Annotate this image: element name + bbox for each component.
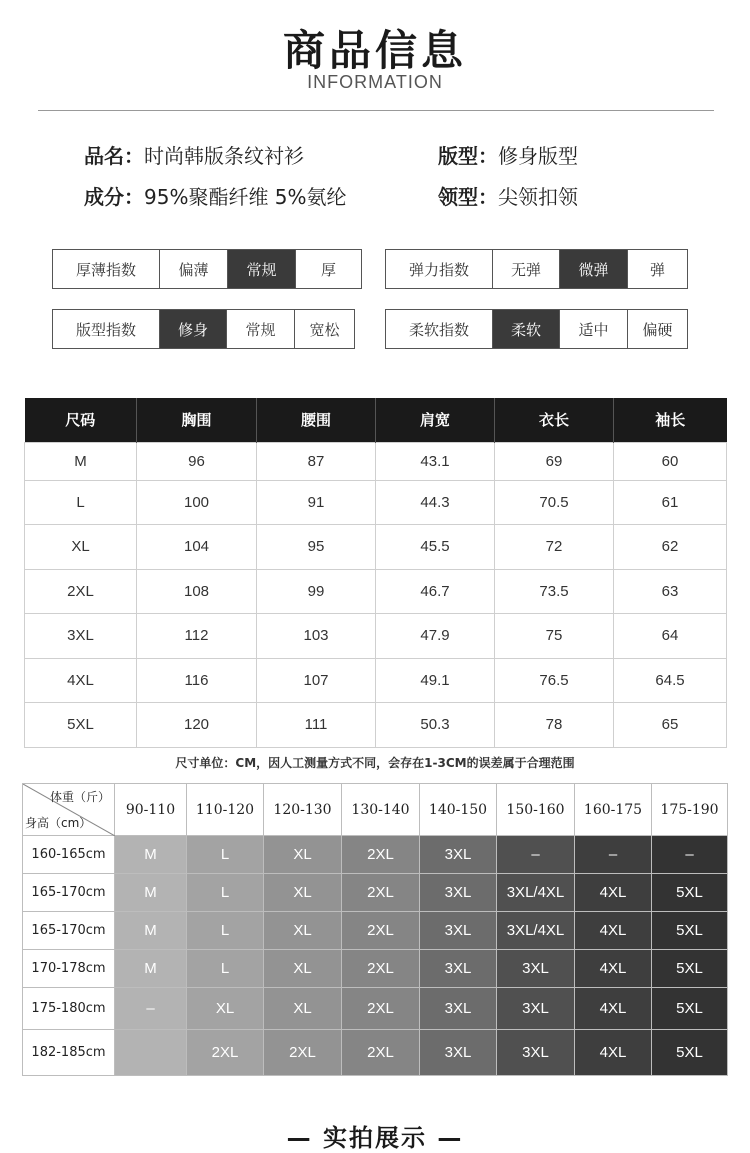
size-cell: 61: [614, 480, 727, 524]
weight-header: 130-140: [342, 784, 420, 836]
height-row-label: 165-170cm: [23, 912, 115, 950]
table-row: [23, 1030, 728, 1076]
recommended-size: 5XL: [652, 1030, 728, 1076]
indicator-label: 版型指数: [75, 320, 136, 339]
table-row: [25, 524, 727, 569]
recommended-size: XL: [264, 912, 342, 950]
size-cell: 64: [614, 613, 727, 658]
recommended-size: L: [187, 950, 264, 988]
product-collar-key: 领型：: [438, 185, 498, 209]
recommended-size: XL: [264, 874, 342, 912]
size-cell: 76.5: [495, 658, 614, 702]
indicator-option: 适中: [559, 310, 627, 348]
size-chart-header: 腰围: [257, 398, 376, 442]
recommended-size: 4XL: [575, 1030, 652, 1076]
product-composition-key: 成分：: [84, 185, 144, 209]
height-row-label: 182-185cm: [23, 1030, 115, 1076]
size-cell: 72: [495, 524, 614, 569]
size-cell: 112: [137, 613, 257, 658]
size-recommendation-table: [22, 783, 728, 1076]
recommended-size: L: [187, 836, 264, 874]
indicator-option-selected: 修身: [159, 310, 226, 348]
size-cell: 116: [137, 658, 257, 702]
table-row: [23, 950, 728, 988]
product-collar-value: 尖领扣领: [498, 185, 578, 209]
size-cell: 111: [257, 702, 376, 747]
section-title-photos: — 实拍展示 —: [286, 1124, 464, 1152]
recommended-size: 3XL: [420, 874, 497, 912]
size-cell: 46.7: [376, 569, 495, 613]
recommended-size: 3XL: [420, 836, 497, 874]
weight-header: 110-120: [187, 784, 264, 836]
recommended-size: –: [115, 988, 187, 1030]
size-cell: 50.3: [376, 702, 495, 747]
table-row: [25, 658, 727, 702]
recommended-size: 4XL: [575, 912, 652, 950]
recommended-size: 2XL: [342, 1030, 420, 1076]
weight-header: 175-190: [652, 784, 728, 836]
size-cell: 103: [257, 613, 376, 658]
table-row: [23, 836, 728, 874]
indicator-option: 常规: [226, 310, 294, 348]
recommended-size: 3XL: [497, 1030, 575, 1076]
table-row: [23, 988, 728, 1030]
recommended-size: 2XL: [342, 874, 420, 912]
recommended-size: 3XL: [420, 912, 497, 950]
weight-header: 160-175: [575, 784, 652, 836]
indicator-option-selected: 微弹: [559, 250, 627, 288]
indicator-option: 厚: [295, 250, 361, 288]
size-cell: 87: [257, 442, 376, 480]
height-axis-label: 身高（cm）: [25, 816, 92, 830]
weight-header: 90-110: [115, 784, 187, 836]
recommended-size: –: [652, 836, 728, 874]
size-chart-header: 尺码: [25, 398, 137, 442]
recommended-size: XL: [264, 836, 342, 874]
product-collar: [438, 181, 578, 210]
table-row: [25, 613, 727, 658]
size-cell: 100: [137, 480, 257, 524]
indicator-option: 无弹: [492, 250, 559, 288]
recommended-size: 3XL: [420, 1030, 497, 1076]
size-cell: 64.5: [614, 658, 727, 702]
size-cell: 91: [257, 480, 376, 524]
table-row: [23, 874, 728, 912]
recommended-size: 2XL: [187, 1030, 264, 1076]
size-cell: M: [25, 442, 137, 480]
size-cell: 107: [257, 658, 376, 702]
indicator-option: 宽松: [294, 310, 354, 348]
recommended-size: 3XL: [420, 950, 497, 988]
recommended-size: 5XL: [652, 988, 728, 1030]
measurement-note: 尺寸单位：CM，因人工测量方式不同，会存在1-3CM的误差属于合理范围: [175, 756, 575, 770]
size-cell: 47.9: [376, 613, 495, 658]
size-cell: 2XL: [25, 569, 137, 613]
indicator-thickness: [52, 249, 362, 289]
recommended-size: M: [115, 912, 187, 950]
product-fit: [438, 140, 578, 169]
product-composition-value: 95%聚酯纤维 5%氨纶: [144, 185, 347, 209]
size-cell: 3XL: [25, 613, 137, 658]
size-cell: 44.3: [376, 480, 495, 524]
recommended-size: 5XL: [652, 874, 728, 912]
product-fit-value: 修身版型: [498, 144, 578, 168]
product-name-value: 时尚韩版条纹衬衫: [144, 144, 304, 168]
recommended-size: –: [575, 836, 652, 874]
size-cell: 5XL: [25, 702, 137, 747]
recommended-size: XL: [187, 988, 264, 1030]
recommended-size: 2XL: [264, 1030, 342, 1076]
recommended-size: 2XL: [342, 988, 420, 1030]
recommended-size: 3XL: [497, 950, 575, 988]
recommended-size: 5XL: [652, 950, 728, 988]
recommended-size: XL: [264, 950, 342, 988]
recommended-size: 3XL/4XL: [497, 912, 575, 950]
size-cell: L: [25, 480, 137, 524]
recommended-size: 2XL: [342, 950, 420, 988]
recommended-size: [115, 1030, 187, 1076]
size-chart-header: 袖长: [614, 398, 727, 442]
height-row-label: 165-170cm: [23, 874, 115, 912]
size-cell: 96: [137, 442, 257, 480]
size-cell: 69: [495, 442, 614, 480]
recommended-size: 4XL: [575, 950, 652, 988]
size-cell: 73.5: [495, 569, 614, 613]
page-subtitle: INFORMATION: [307, 72, 443, 92]
table-row: [25, 480, 727, 524]
divider: [38, 110, 714, 111]
size-cell: 60: [614, 442, 727, 480]
recommended-size: –: [497, 836, 575, 874]
indicator-option-selected: 常规: [227, 250, 295, 288]
size-chart-header: 肩宽: [376, 398, 495, 442]
weight-header: 140-150: [420, 784, 497, 836]
indicator-label: 厚薄指数: [75, 260, 136, 279]
table-row: [25, 702, 727, 747]
size-cell: 43.1: [376, 442, 495, 480]
size-cell: 75: [495, 613, 614, 658]
page-title: 商品信息: [282, 26, 467, 75]
size-cell: XL: [25, 524, 137, 569]
size-cell: 104: [137, 524, 257, 569]
recommended-size: L: [187, 874, 264, 912]
recommended-size: XL: [264, 988, 342, 1030]
size-cell: 65: [614, 702, 727, 747]
size-cell: 99: [257, 569, 376, 613]
height-row-label: 175-180cm: [23, 988, 115, 1030]
indicator-option: 弹: [627, 250, 687, 288]
table-row: [25, 442, 727, 480]
size-chart-header: 衣长: [495, 398, 614, 442]
recommended-size: M: [115, 836, 187, 874]
size-cell: 45.5: [376, 524, 495, 569]
indicator-label: 柔软指数: [408, 320, 469, 339]
indicator-softness: [385, 309, 688, 349]
indicator-fit: [52, 309, 355, 349]
recommended-size: L: [187, 912, 264, 950]
size-cell: 70.5: [495, 480, 614, 524]
indicator-label: 弹力指数: [408, 260, 469, 279]
height-row-label: 160-165cm: [23, 836, 115, 874]
recommended-size: 3XL: [420, 988, 497, 1030]
table-corner-cell: [23, 784, 115, 836]
size-cell: 62: [614, 524, 727, 569]
size-cell: 78: [495, 702, 614, 747]
product-name: [84, 140, 304, 169]
table-row: [23, 912, 728, 950]
indicator-elasticity: [385, 249, 688, 289]
indicator-option: 偏硬: [627, 310, 687, 348]
recommended-size: 3XL/4XL: [497, 874, 575, 912]
height-row-label: 170-178cm: [23, 950, 115, 988]
indicator-option: 偏薄: [159, 250, 227, 288]
table-row: [25, 569, 727, 613]
size-cell: 4XL: [25, 658, 137, 702]
recommended-size: 2XL: [342, 912, 420, 950]
recommended-size: 5XL: [652, 912, 728, 950]
product-fit-key: 版型：: [438, 144, 498, 168]
size-cell: 95: [257, 524, 376, 569]
product-name-key: 品名：: [84, 144, 144, 168]
indicator-option-selected: 柔软: [492, 310, 559, 348]
recommendation-header-row: [23, 784, 728, 836]
size-cell: 108: [137, 569, 257, 613]
size-cell: 120: [137, 702, 257, 747]
size-chart-header-row: [25, 398, 727, 442]
weight-axis-label: 体重（斤）: [49, 790, 110, 804]
recommended-size: 4XL: [575, 988, 652, 1030]
recommended-size: M: [115, 874, 187, 912]
weight-header: 150-160: [497, 784, 575, 836]
recommended-size: 4XL: [575, 874, 652, 912]
product-composition: [84, 181, 347, 210]
size-cell: 49.1: [376, 658, 495, 702]
size-chart-table: [24, 398, 727, 748]
weight-header: 120-130: [264, 784, 342, 836]
size-cell: 63: [614, 569, 727, 613]
size-chart-header: 胸围: [137, 398, 257, 442]
recommended-size: 3XL: [497, 988, 575, 1030]
recommended-size: 2XL: [342, 836, 420, 874]
recommended-size: M: [115, 950, 187, 988]
